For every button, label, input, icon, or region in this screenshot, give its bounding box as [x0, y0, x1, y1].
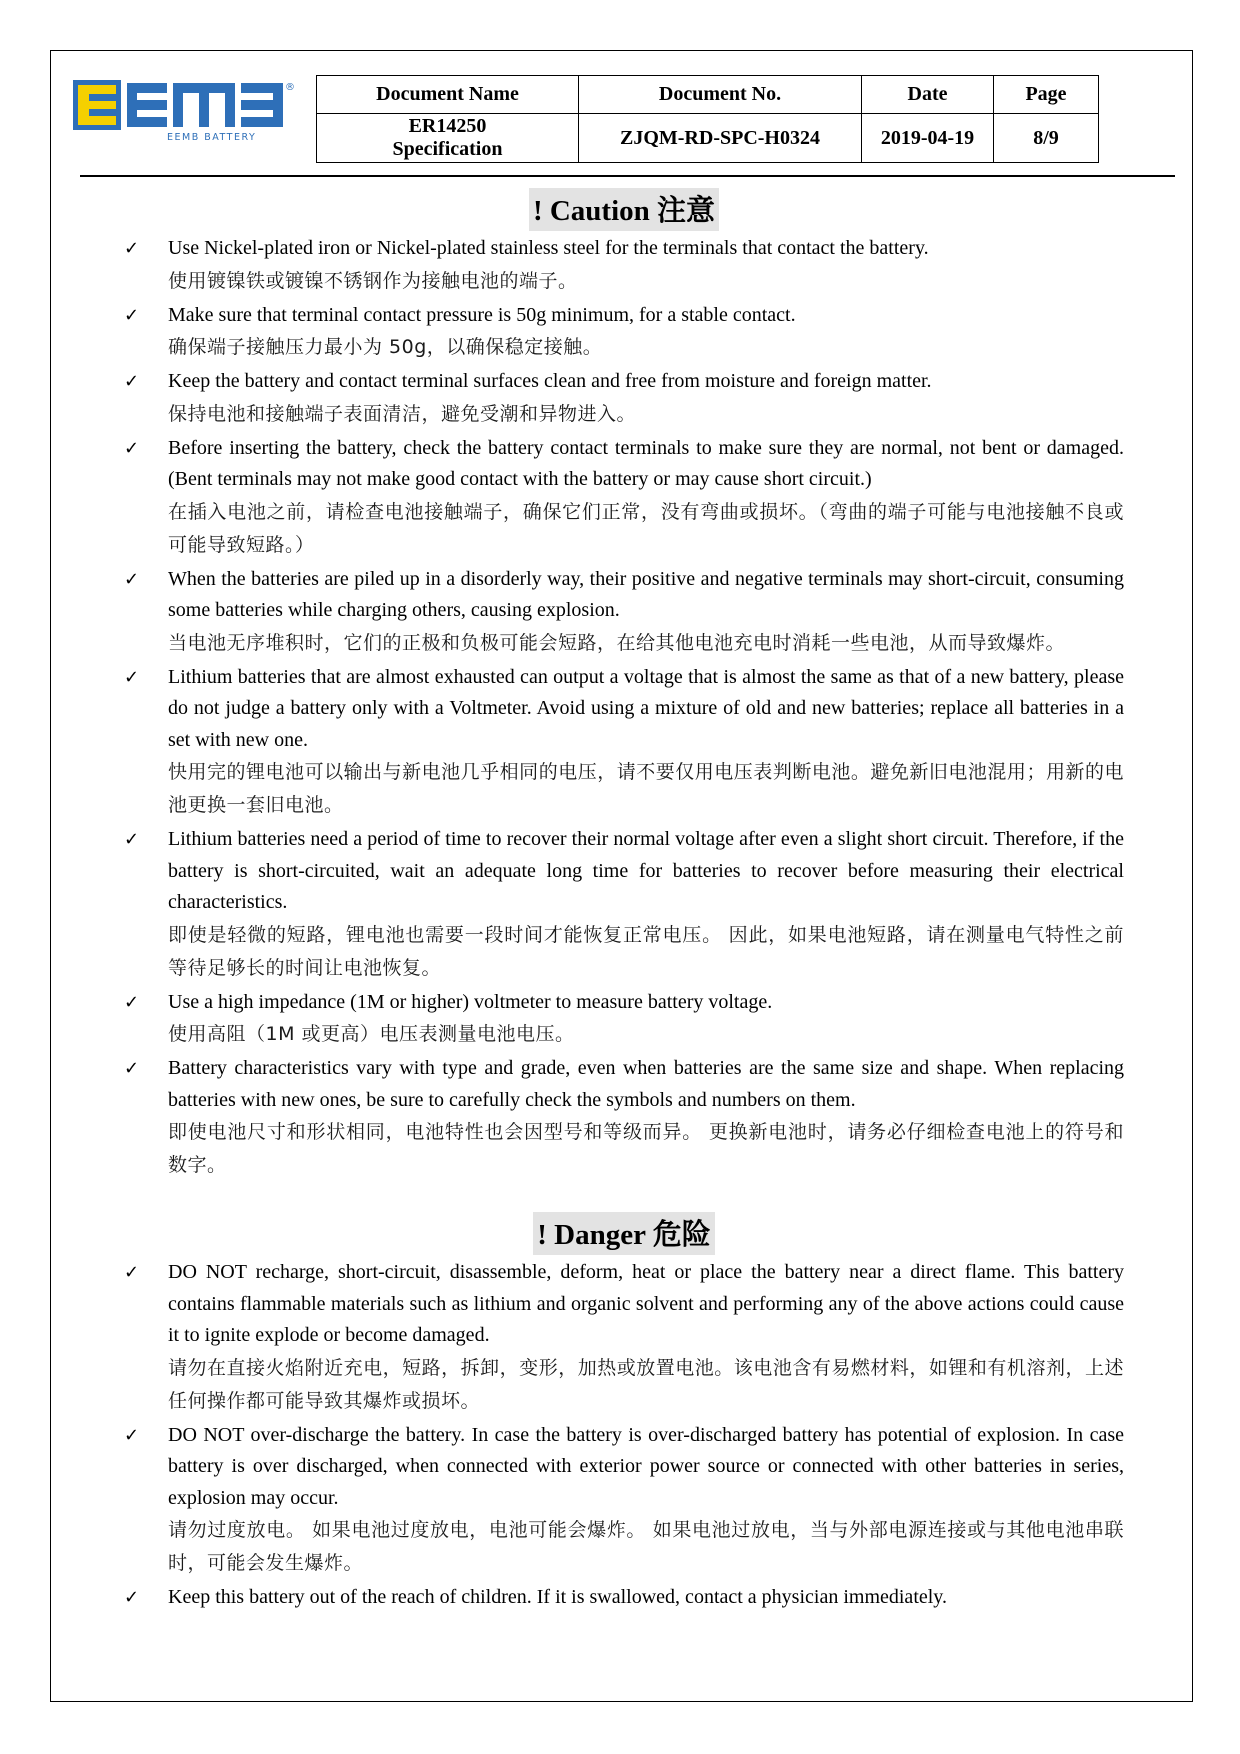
danger-item [124, 1582, 1124, 1614]
col-page: Page [994, 76, 1099, 114]
caution-item-cn: 即使电池尺寸和形状相同，电池特性也会因型号和等级而异。 更换新电池时，请务必仔细检查电池上的符号和数字。 [168, 1121, 1124, 1176]
col-date: Date [862, 76, 994, 114]
caution-title-text: ! Caution 注意 [529, 188, 719, 231]
caution-item-en: Battery characteristics vary with type and grade, even when batteries are the same size and shape. When replacing batteries with new ones, be sure to carefully check the symbols and numbers on them. [168, 1057, 1124, 1111]
danger-item-en: DO NOT recharge, short-circuit, disassemble, deform, heat or place the battery near a direct flame. This battery contains flammable materials such as lithium and organic solvent and performing any of the above actions could cause it to ignite explode or become damaged. [168, 1261, 1124, 1346]
danger-section-title [124, 1212, 1124, 1255]
danger-item-en: Keep this battery out of the reach of children. If it is swallowed, contact a physician immediately. [168, 1586, 948, 1608]
document-header-table [316, 75, 1099, 163]
danger-item [124, 1420, 1124, 1581]
check-icon: ✓ [124, 1262, 140, 1283]
caution-item [124, 300, 1124, 365]
danger-item-cn: 请勿在直接火焰附近充电，短路，拆卸，变形，加热或放置电池。该电池含有易燃材料，如锂和有机溶剂，上述任何操作都可能导致其爆炸或损坏。 [168, 1356, 1124, 1412]
caution-item-en: When the batteries are piled up in a disorderly way, their positive and negative terminals may short-circuit, consuming some batteries while charging others, causing explosion. [168, 567, 1124, 621]
caution-item-en: Make sure that terminal contact pressure is 50g minimum, for a stable contact. [168, 303, 796, 326]
check-icon: ✓ [124, 568, 140, 590]
caution-item-cn: 在插入电池之前，请检查电池接触端子，确保它们正常，没有弯曲或损坏。（弯曲的端子可能与电池接触不良或可能导致短路。） [168, 500, 1124, 556]
page-value: 8/9 [994, 114, 1099, 163]
caution-item-cn: 即使是轻微的短路，锂电池也需要一段时间才能恢复正常电压。 因此，如果电池短路，请在测量电气特性之前等待足够长的时间让电池恢复。 [168, 923, 1124, 979]
check-icon: ✓ [124, 829, 140, 850]
danger-item [124, 1257, 1124, 1418]
header-divider [80, 175, 1175, 177]
check-icon: ✓ [124, 1587, 140, 1608]
col-document-no: Document No. [579, 76, 862, 114]
caution-item-en: Lithium batteries need a period of time to recover their normal voltage after even a slight short circuit. Therefore, if the battery is short-circuited, wait an adequate long time for batteries to recover before measuring their electrical characteristics. [168, 828, 1124, 913]
logo-subtitle: EEMB BATTERY [167, 132, 257, 142]
caution-item [124, 662, 1124, 823]
check-icon: ✓ [124, 666, 140, 688]
caution-item-cn: 当电池无序堆积时，它们的正极和负极可能会短路，在给其他电池充电时消耗一些电池，从而导致爆炸。 [168, 631, 1066, 654]
caution-item-cn: 快用完的锂电池可以输出与新电池几乎相同的电压，请不要仅用电压表判断电池。避免新旧电池混用；用新的电池更换一套旧电池。 [168, 761, 1124, 816]
danger-item-cn: 请勿过度放电。 如果电池过度放电，电池可能会爆炸。 如果电池过放电，当与外部电源连接或与其他电池串联时，可能会发生爆炸。 [168, 1519, 1124, 1574]
check-icon: ✓ [124, 1058, 140, 1079]
check-icon: ✓ [124, 991, 140, 1013]
caution-item-cn: 保持电池和接触端子表面清洁，避免受潮和异物进入。 [168, 402, 637, 425]
caution-item [124, 1053, 1124, 1182]
document-no-value: ZJQM-RD-SPC-H0324 [579, 114, 862, 163]
caution-item [124, 824, 1124, 985]
caution-item-en: Use a high impedance (1M or higher) voltmeter to measure battery voltage. [168, 990, 773, 1013]
caution-item-en: Before inserting the battery, check the battery contact terminals to make sure they are normal, not bent or damaged. (Bent terminals may not make good contact with the battery or may cause short circuit.) [168, 436, 1124, 490]
caution-item-cn: 使用高阻（1M 或更高）电压表测量电池电压。 [168, 1023, 575, 1045]
caution-item-en: Use Nickel-plated iron or Nickel-plated stainless steel for the terminals that contact the battery. [168, 237, 929, 259]
document-name-value [317, 114, 579, 163]
caution-item-cn: 使用镀镍铁或镀镍不锈钢作为接触电池的端子。 [168, 269, 578, 292]
caution-item-cn: 确保端子接触压力最小为 50g，以确保稳定接触。 [168, 336, 603, 358]
danger-title-text: ! Danger 危险 [533, 1212, 714, 1255]
danger-item-en: DO NOT over-discharge the battery. In case the battery is over-discharged battery has potential of explosion. In case battery is over discharged, when connected with exterior power source or connected with other batteries in series, explosion may occur. [168, 1423, 1124, 1509]
document-name-line2: Specification [392, 138, 503, 160]
document-body [124, 188, 1124, 1614]
caution-item [124, 233, 1124, 298]
col-document-name: Document Name [317, 76, 579, 114]
document-name-line1: ER14250 [408, 115, 487, 137]
caution-item-en: Lithium batteries that are almost exhausted can output a voltage that is almost the same as that of a new battery, please do not judge a battery only with a Voltmeter. Avoid using a mixture of old and new batteries; replace all batteries in a set with new one. [168, 665, 1124, 751]
check-icon: ✓ [124, 304, 140, 326]
caution-item-en: Keep the battery and contact terminal surfaces clean and free from moisture and foreign matter. [168, 370, 932, 392]
check-icon: ✓ [124, 437, 140, 459]
caution-item [124, 433, 1124, 562]
check-icon: ✓ [124, 371, 140, 392]
check-icon: ✓ [124, 1424, 140, 1446]
eemb-logo [73, 80, 295, 142]
check-icon: ✓ [124, 238, 140, 259]
caution-item [124, 564, 1124, 660]
caution-section-title [124, 188, 1124, 231]
caution-item [124, 366, 1124, 431]
logo-registered-mark: ® [285, 82, 295, 93]
caution-item [124, 987, 1124, 1052]
date-value: 2019-04-19 [862, 114, 994, 163]
